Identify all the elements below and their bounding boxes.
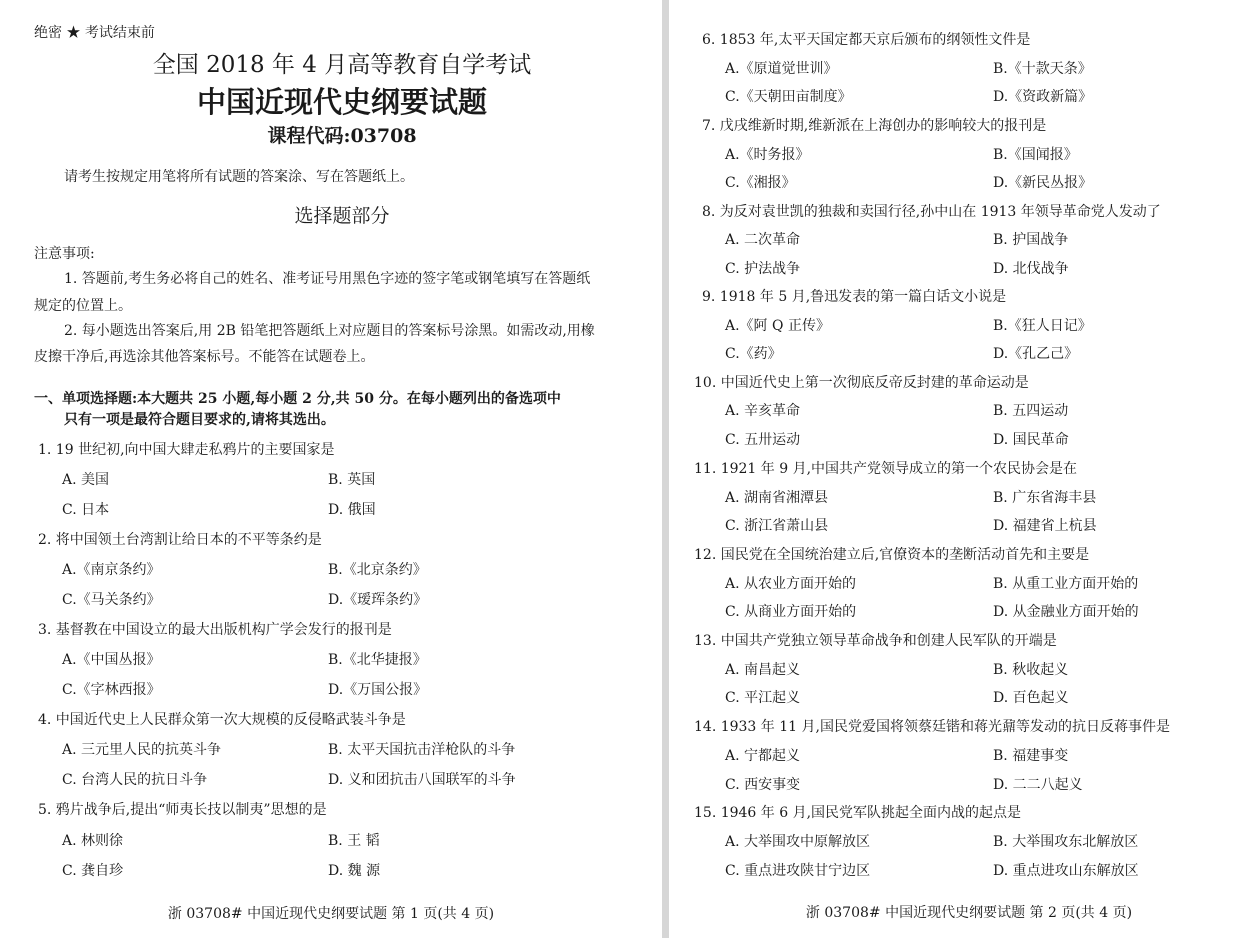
option-d: D. 北伐战争 bbox=[993, 261, 1069, 277]
notice-1-line1: 1. 答题前,考生务必将自己的姓名、准考证号用黑色字迹的签字笔或钢笔填写在答题纸 bbox=[64, 271, 591, 287]
option-b: B. 秋收起义 bbox=[993, 662, 1069, 678]
option-d: D.《孔乙己》 bbox=[993, 346, 1079, 362]
notice-2-line2: 皮擦干净后,再选涂其他答案标号。不能答在试题卷上。 bbox=[34, 349, 375, 365]
question-stem: 5. 鸦片战争后,提出“师夷长技以制夷”思想的是 bbox=[38, 802, 327, 818]
option-c: C.《湘报》 bbox=[725, 175, 796, 191]
part1-heading-line2: 只有一项是最符合题目要求的,请将其选出。 bbox=[64, 412, 335, 428]
question-stem: 11. 1921 年 9 月,中国共产党领导成立的第一个农民协会是在 bbox=[694, 461, 1078, 477]
option-d: D. 百色起义 bbox=[993, 690, 1069, 706]
option-c: C.《药》 bbox=[725, 346, 782, 362]
notice-heading: 注意事项: bbox=[34, 246, 95, 262]
option-b: B.《北京条约》 bbox=[328, 562, 427, 578]
option-c: C. 平江起义 bbox=[725, 690, 801, 706]
option-b: B. 王 韬 bbox=[328, 833, 380, 849]
exam-title: 全国 2018 年 4 月高等教育自学考试 bbox=[152, 52, 532, 78]
option-a: A. 宁都起义 bbox=[725, 748, 801, 764]
option-d: D.《资政新篇》 bbox=[993, 89, 1093, 105]
option-a: A. 三元里人民的抗英斗争 bbox=[62, 742, 222, 758]
question-stem: 9. 1918 年 5 月,鲁迅发表的第一篇白话文小说是 bbox=[702, 289, 1007, 305]
option-a: A. 二次革命 bbox=[725, 232, 801, 248]
question-stem: 1. 19 世纪初,向中国大肆走私鸦片的主要国家是 bbox=[38, 442, 335, 458]
question-stem: 12. 国民党在全国统治建立后,官僚资本的垄断活动首先和主要是 bbox=[694, 547, 1090, 563]
option-a: A.《阿 Q 正传》 bbox=[725, 318, 830, 334]
option-b: B. 从重工业方面开始的 bbox=[993, 576, 1139, 592]
option-d: D. 魏 源 bbox=[328, 863, 381, 879]
option-c: C. 护法战争 bbox=[725, 261, 801, 277]
part1-heading-line1: 一、单项选择题:本大题共 25 小题,每小题 2 分,共 50 分。在每小题列出的备选项中 bbox=[34, 391, 561, 407]
course-code: 课程代码:03708 bbox=[267, 125, 417, 147]
option-c: C.《字林西报》 bbox=[62, 682, 161, 698]
option-b: B. 护国战争 bbox=[993, 232, 1069, 248]
question-stem: 15. 1946 年 6 月,国民党军队挑起全面内战的起点是 bbox=[694, 805, 1022, 821]
option-d: D. 福建省上杭县 bbox=[993, 518, 1097, 534]
paper-title: 中国近现代史纲要试题 bbox=[196, 85, 487, 119]
option-b: B.《狂人日记》 bbox=[993, 318, 1092, 334]
option-b: B. 福建事变 bbox=[993, 748, 1069, 764]
option-d: D. 国民革命 bbox=[993, 432, 1069, 448]
notice-1-line2: 规定的位置上。 bbox=[34, 298, 132, 314]
question-stem: 3. 基督教在中国设立的最大出版机构广学会发行的报刊是 bbox=[38, 622, 392, 638]
option-c: C. 重点进攻陕甘宁边区 bbox=[725, 863, 871, 879]
option-b: B. 太平天国抗击洋枪队的斗争 bbox=[328, 742, 516, 758]
option-b: B. 英国 bbox=[328, 472, 376, 488]
option-d: D. 重点进攻山东解放区 bbox=[993, 863, 1139, 879]
section-title: 选择题部分 bbox=[294, 205, 390, 227]
option-c: C.《天朝田亩制度》 bbox=[725, 89, 852, 105]
option-a: A. 南昌起义 bbox=[725, 662, 801, 678]
option-c: C. 日本 bbox=[62, 502, 110, 518]
question-stem: 7. 戊戌维新时期,维新派在上海创办的影响较大的报刊是 bbox=[702, 118, 1047, 134]
page-footer: 浙 03708# 中国近现代史纲要试题 第 2 页(共 4 页) bbox=[805, 905, 1133, 921]
option-a: A. 辛亥革命 bbox=[725, 403, 801, 419]
option-a: A. 湖南省湘潭县 bbox=[725, 490, 829, 506]
secret-mark: 绝密 ★ 考试结束前 bbox=[34, 25, 155, 41]
question-stem: 13. 中国共产党独立领导革命战争和创建人民军队的开端是 bbox=[694, 633, 1057, 649]
option-a: A.《中国丛报》 bbox=[62, 652, 161, 668]
option-b: B. 大举围攻东北解放区 bbox=[993, 834, 1139, 850]
question-stem: 6. 1853 年,太平天国定都天京后颁布的纲领性文件是 bbox=[702, 32, 1031, 48]
option-d: D.《瑷珲条约》 bbox=[328, 592, 428, 608]
option-c: C. 台湾人民的抗日斗争 bbox=[62, 772, 208, 788]
option-a: A.《南京条约》 bbox=[62, 562, 161, 578]
option-c: C. 浙江省萧山县 bbox=[725, 518, 829, 534]
option-d: D.《万国公报》 bbox=[328, 682, 428, 698]
option-a: A. 美国 bbox=[62, 472, 110, 488]
option-d: D. 二二八起义 bbox=[993, 777, 1083, 793]
notice-2-line1: 2. 每小题选出答案后,用 2B 铅笔把答题纸上对应题目的答案标号涂黑。如需改动,用橡 bbox=[64, 323, 595, 339]
option-d: D. 俄国 bbox=[328, 502, 376, 518]
option-c: C. 五卅运动 bbox=[725, 432, 801, 448]
option-a: A. 林则徐 bbox=[62, 833, 124, 849]
option-a: A. 从农业方面开始的 bbox=[725, 576, 857, 592]
option-d: D. 义和团抗击八国联军的斗争 bbox=[328, 772, 516, 788]
question-stem: 14. 1933 年 11 月,国民党爱国将领蔡廷锴和蒋光鼐等发动的抗日反蒋事件是 bbox=[694, 719, 1170, 735]
exam-page-2 bbox=[669, 0, 1248, 938]
option-b: B. 广东省海丰县 bbox=[993, 490, 1097, 506]
option-c: C.《马关条约》 bbox=[62, 592, 161, 608]
option-c: C. 西安事变 bbox=[725, 777, 801, 793]
option-d: D. 从金融业方面开始的 bbox=[993, 604, 1139, 620]
option-a: A.《原道觉世训》 bbox=[725, 61, 838, 77]
option-b: B.《北华捷报》 bbox=[328, 652, 427, 668]
option-c: C. 从商业方面开始的 bbox=[725, 604, 857, 620]
option-b: B.《十款天条》 bbox=[993, 61, 1092, 77]
option-a: A. 大举围攻中原解放区 bbox=[725, 834, 871, 850]
option-b: B.《国闻报》 bbox=[993, 147, 1078, 163]
option-d: D.《新民丛报》 bbox=[993, 175, 1093, 191]
question-stem: 2. 将中国领土台湾割让给日本的不平等条约是 bbox=[38, 532, 322, 548]
answer-instruction: 请考生按规定用笔将所有试题的答案涂、写在答题纸上。 bbox=[64, 169, 414, 185]
question-stem: 10. 中国近代史上第一次彻底反帝反封建的革命运动是 bbox=[694, 375, 1029, 391]
question-stem: 8. 为反对袁世凯的独裁和卖国行径,孙中山在 1913 年领导革命党人发动了 bbox=[702, 204, 1161, 220]
question-stem: 4. 中国近代史上人民群众第一次大规模的反侵略武装斗争是 bbox=[38, 712, 406, 728]
page-footer: 浙 03708# 中国近现代史纲要试题 第 1 页(共 4 页) bbox=[167, 906, 495, 922]
option-a: A.《时务报》 bbox=[725, 147, 810, 163]
option-c: C. 龚自珍 bbox=[62, 863, 124, 879]
option-b: B. 五四运动 bbox=[993, 403, 1069, 419]
